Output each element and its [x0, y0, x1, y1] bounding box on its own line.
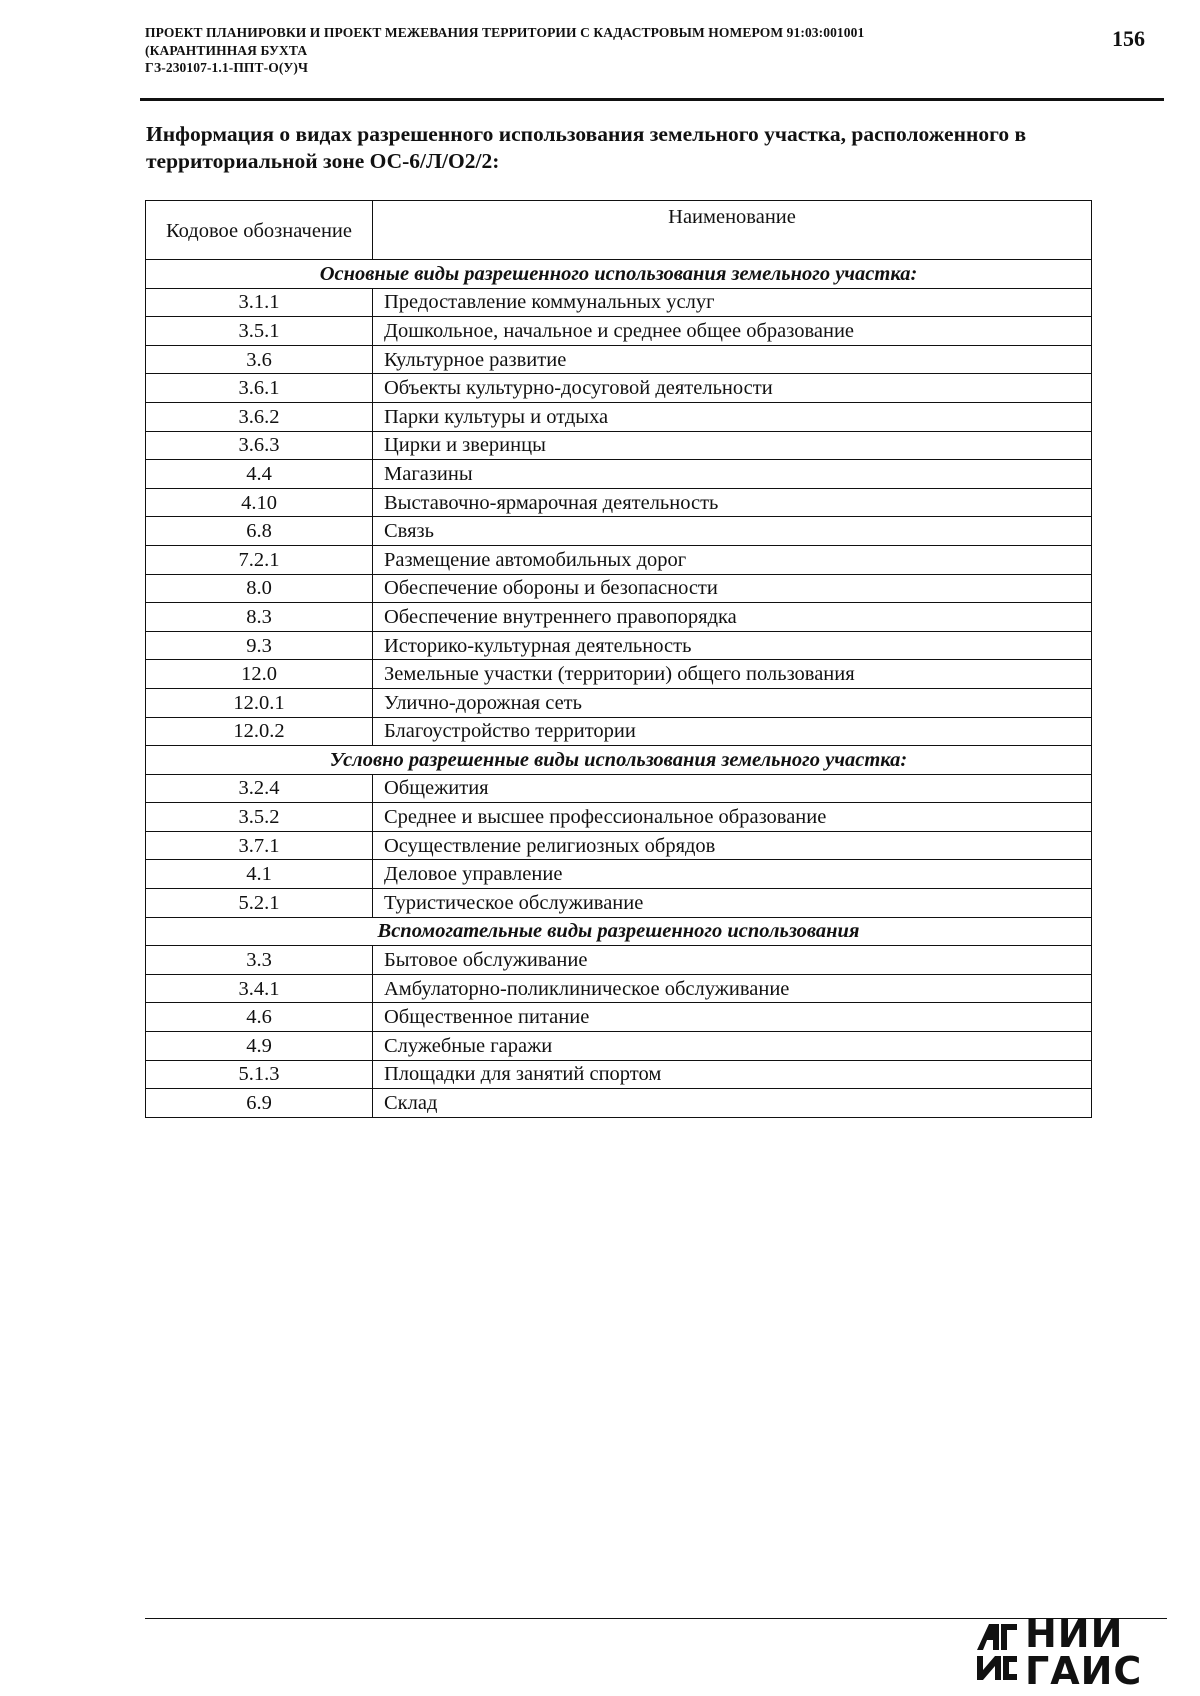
- use-code: 8.3: [146, 603, 373, 632]
- section-title: Основные виды разрешенного использования земельного участка:: [146, 260, 1092, 289]
- table-row: [146, 603, 1092, 632]
- use-code: 3.6: [146, 345, 373, 374]
- table-row: [146, 774, 1092, 803]
- table-row: [146, 688, 1092, 717]
- column-header-name: Наименование: [373, 201, 1092, 260]
- use-name: Выставочно-ярмарочная деятельность: [373, 488, 1092, 517]
- use-code: 8.0: [146, 574, 373, 603]
- use-code: 4.4: [146, 460, 373, 489]
- logo-text-line1: НИИ: [1025, 1612, 1124, 1656]
- use-name: Обеспечение обороны и безопасности: [373, 574, 1092, 603]
- use-code: 4.9: [146, 1032, 373, 1061]
- use-name: Туристическое обслуживание: [373, 889, 1092, 918]
- logo-mark-icon: [975, 1620, 1019, 1684]
- use-code: 3.1.1: [146, 288, 373, 317]
- use-name: Историко-культурная деятельность: [373, 631, 1092, 660]
- use-code: 12.0.1: [146, 688, 373, 717]
- table-row: [146, 717, 1092, 746]
- use-name: Общественное питание: [373, 1003, 1092, 1032]
- use-name: Земельные участки (территории) общего пользования: [373, 660, 1092, 689]
- use-code: 5.2.1: [146, 889, 373, 918]
- use-name: Деловое управление: [373, 860, 1092, 889]
- header-code-line: ГЗ-230107-1.1-ППТ-О(У)Ч: [145, 60, 309, 75]
- table-row: [146, 1032, 1092, 1061]
- use-name: Среднее и высшее профессиональное образование: [373, 803, 1092, 832]
- use-name: Связь: [373, 517, 1092, 546]
- use-code: 3.2.4: [146, 774, 373, 803]
- table-row: [146, 317, 1092, 346]
- table-row: [146, 974, 1092, 1003]
- table-row: [146, 574, 1092, 603]
- use-code: 9.3: [146, 631, 373, 660]
- use-name: Площадки для занятий спортом: [373, 1060, 1092, 1089]
- table-row: [146, 488, 1092, 517]
- use-code: 3.6.1: [146, 374, 373, 403]
- use-code: 3.3: [146, 946, 373, 975]
- company-logo: [975, 1612, 1165, 1693]
- use-code: 5.1.3: [146, 1060, 373, 1089]
- use-name: Осуществление религиозных обрядов: [373, 831, 1092, 860]
- table-row: [146, 517, 1092, 546]
- use-code: 4.6: [146, 1003, 373, 1032]
- use-name: Благоустройство территории: [373, 717, 1092, 746]
- table-row: [146, 460, 1092, 489]
- use-code: 6.9: [146, 1089, 373, 1118]
- table-row: [146, 803, 1092, 832]
- table-row: [146, 431, 1092, 460]
- use-name: Бытовое обслуживание: [373, 946, 1092, 975]
- table-row: [146, 860, 1092, 889]
- use-name: Общежития: [373, 774, 1092, 803]
- use-code: 6.8: [146, 517, 373, 546]
- table-row: [146, 1003, 1092, 1032]
- document-header: [145, 24, 1045, 77]
- table-row: [146, 1060, 1092, 1089]
- use-code: 3.5.2: [146, 803, 373, 832]
- section-heading: Информация о видах разрешенного использования земельного участка, расположенного в территориальной зоне ОС-6/Л/О2/2:: [146, 122, 1027, 173]
- use-code: 4.1: [146, 860, 373, 889]
- use-name: Предоставление коммунальных услуг: [373, 288, 1092, 317]
- section-row: [146, 260, 1092, 289]
- table-row: [146, 402, 1092, 431]
- use-code: 4.10: [146, 488, 373, 517]
- column-header-code: Кодовое обозначение: [146, 201, 373, 260]
- use-code: 3.6.3: [146, 431, 373, 460]
- page-number: 156: [1112, 26, 1145, 51]
- table-row: [146, 545, 1092, 574]
- table-row: [146, 889, 1092, 918]
- use-name: Цирки и зверинцы: [373, 431, 1092, 460]
- header-title-line: ПРОЕКТ ПЛАНИРОВКИ И ПРОЕКТ МЕЖЕВАНИЯ ТЕРРИТОРИИ С КАДАСТРОВЫМ НОМЕРОМ 91:03:001001: [145, 25, 865, 40]
- header-divider: [140, 98, 1164, 101]
- table-row: [146, 631, 1092, 660]
- table-row: [146, 1089, 1092, 1118]
- use-name: Размещение автомобильных дорог: [373, 545, 1092, 574]
- use-code: 3.7.1: [146, 831, 373, 860]
- use-name: Объекты культурно-досуговой деятельности: [373, 374, 1092, 403]
- section-title: Вспомогательные виды разрешенного использования: [146, 917, 1092, 946]
- table-row: [146, 831, 1092, 860]
- section-row: [146, 917, 1092, 946]
- use-name: Улично-дорожная сеть: [373, 688, 1092, 717]
- use-name: Обеспечение внутреннего правопорядка: [373, 603, 1092, 632]
- table-row: [146, 374, 1092, 403]
- logo-text-line2: ГАИС: [1025, 1649, 1143, 1693]
- use-code: 3.6.2: [146, 402, 373, 431]
- table-row: [146, 660, 1092, 689]
- use-code: 3.5.1: [146, 317, 373, 346]
- section-row: [146, 746, 1092, 775]
- use-code: 7.2.1: [146, 545, 373, 574]
- use-name: Парки культуры и отдыха: [373, 402, 1092, 431]
- use-name: Культурное развитие: [373, 345, 1092, 374]
- table-row: [146, 345, 1092, 374]
- table-row: [146, 288, 1092, 317]
- table-header-row: [146, 201, 1092, 260]
- section-title: Условно разрешенные виды использования земельного участка:: [146, 746, 1092, 775]
- table-body: [146, 260, 1092, 1118]
- use-name: Магазины: [373, 460, 1092, 489]
- use-code: 3.4.1: [146, 974, 373, 1003]
- table-row: [146, 946, 1092, 975]
- use-code: 12.0: [146, 660, 373, 689]
- use-code: 12.0.2: [146, 717, 373, 746]
- land-use-table: [145, 200, 1092, 1118]
- use-name: Амбулаторно-поликлиническое обслуживание: [373, 974, 1092, 1003]
- use-name: Служебные гаражи: [373, 1032, 1092, 1061]
- use-name: Дошкольное, начальное и среднее общее образование: [373, 317, 1092, 346]
- header-subtitle-line: (КАРАНТИННАЯ БУХТА: [145, 42, 308, 58]
- use-name: Склад: [373, 1089, 1092, 1118]
